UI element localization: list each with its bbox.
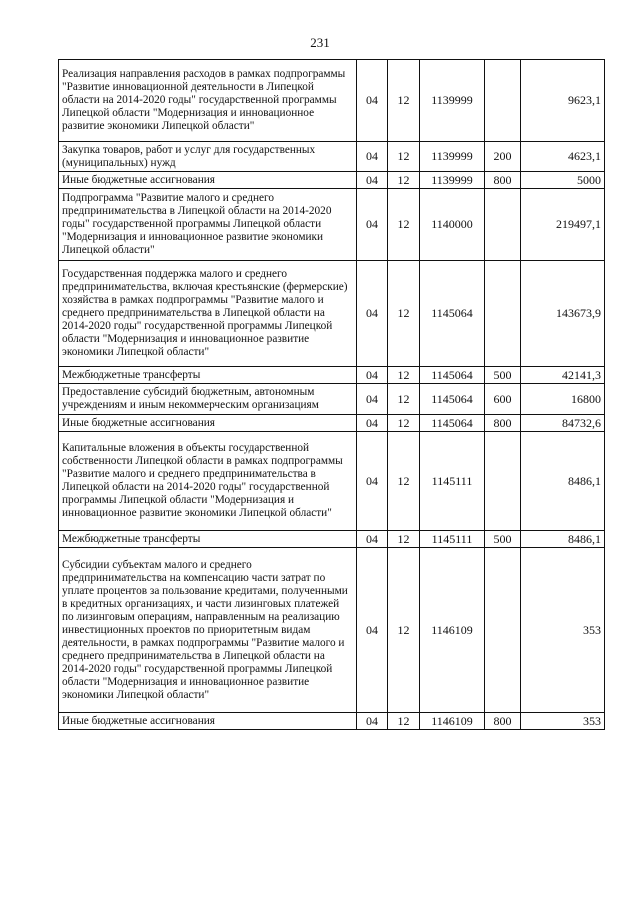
table-row <box>59 367 605 384</box>
table-row <box>59 60 605 142</box>
row-csr: 1145111 <box>420 531 485 548</box>
table-row <box>59 531 605 548</box>
table-row <box>59 415 605 432</box>
table-row <box>59 261 605 367</box>
row-csr: 1139999 <box>420 172 485 189</box>
row-sum: 16800 <box>521 384 605 415</box>
row-csr: 1145064 <box>420 384 485 415</box>
row-sum: 353 <box>521 713 605 730</box>
row-name: Межбюджетные трансферты <box>59 531 357 548</box>
row-rz: 04 <box>357 548 388 713</box>
row-sum: 4623,1 <box>521 142 605 172</box>
row-vr: 800 <box>485 713 521 730</box>
row-sum: 143673,9 <box>521 261 605 367</box>
row-name: Закупка товаров, работ и услуг для государственных (муниципальных) нужд <box>59 142 357 172</box>
row-csr: 1139999 <box>420 60 485 142</box>
row-rz: 04 <box>357 531 388 548</box>
row-csr: 1145064 <box>420 415 485 432</box>
row-vr: 600 <box>485 384 521 415</box>
row-rz: 04 <box>357 189 388 261</box>
row-pr: 12 <box>388 142 420 172</box>
row-vr <box>485 432 521 531</box>
row-csr: 1145064 <box>420 261 485 367</box>
row-name: Иные бюджетные ассигнования <box>59 713 357 730</box>
row-pr: 12 <box>388 189 420 261</box>
row-rz: 04 <box>357 432 388 531</box>
row-vr: 800 <box>485 172 521 189</box>
row-vr: 200 <box>485 142 521 172</box>
row-rz: 04 <box>357 261 388 367</box>
row-sum: 353 <box>521 548 605 713</box>
row-rz: 04 <box>357 142 388 172</box>
row-csr: 1140000 <box>420 189 485 261</box>
row-name: Капитальные вложения в объекты государственной собственности Липецкой области в рамках подпрограммы "Развитие малого и среднего предпринимательства в Липецкой области на 2014-2020 годы" государственной программы Липецкой области "Модернизация и инновационное развитие экономики Липецкой области" <box>59 432 357 531</box>
row-csr: 1139999 <box>420 142 485 172</box>
row-csr: 1146109 <box>420 548 485 713</box>
budget-table <box>58 59 605 730</box>
row-pr: 12 <box>388 261 420 367</box>
row-vr: 500 <box>485 367 521 384</box>
table-row <box>59 172 605 189</box>
row-pr: 12 <box>388 60 420 142</box>
row-csr: 1145111 <box>420 432 485 531</box>
page-number: 231 <box>310 35 330 50</box>
table-row <box>59 189 605 261</box>
row-name: Реализация направления расходов в рамках подпрограммы "Развитие инновационной деятельности в Липецкой области на 2014-2020 годы" государственной программы Липецкой области "Модернизация и инновационное развитие экономики Липецкой области" <box>59 60 357 142</box>
row-vr: 800 <box>485 415 521 432</box>
table-row <box>59 713 605 730</box>
row-sum: 219497,1 <box>521 189 605 261</box>
row-name: Субсидии субъектам малого и среднего предпринимательства на компенсацию части затрат по уплате процентов за пользование кредитами, полученными в кредитных организациях, и части лизинговых платежей по лизинговым операциям, направленным на реализацию инвестиционных проектов по приоритетным видам деятельности, в рамках подпрограммы "Развитие малого и среднего предпринимательства в Липецкой области на 2014-2020 годы" государственной программы Липецкой области "Модернизация и инновационное развитие экономики Липецкой области" <box>59 548 357 713</box>
row-pr: 12 <box>388 415 420 432</box>
row-pr: 12 <box>388 531 420 548</box>
row-name: Иные бюджетные ассигнования <box>59 172 357 189</box>
table-row <box>59 432 605 531</box>
row-rz: 04 <box>357 172 388 189</box>
table-row <box>59 142 605 172</box>
row-pr: 12 <box>388 713 420 730</box>
row-vr <box>485 261 521 367</box>
row-csr: 1145064 <box>420 367 485 384</box>
row-pr: 12 <box>388 367 420 384</box>
row-sum: 5000 <box>521 172 605 189</box>
row-vr <box>485 189 521 261</box>
row-rz: 04 <box>357 60 388 142</box>
row-csr: 1146109 <box>420 713 485 730</box>
row-name: Иные бюджетные ассигнования <box>59 415 357 432</box>
row-sum: 9623,1 <box>521 60 605 142</box>
table-row <box>59 548 605 713</box>
row-pr: 12 <box>388 432 420 531</box>
row-sum: 84732,6 <box>521 415 605 432</box>
row-vr <box>485 548 521 713</box>
row-sum: 8486,1 <box>521 432 605 531</box>
row-vr <box>485 60 521 142</box>
row-name: Межбюджетные трансферты <box>59 367 357 384</box>
row-name: Предоставление субсидий бюджетным, автономным учреждениям и иным некоммерческим организациям <box>59 384 357 415</box>
row-name: Подпрограмма "Развитие малого и среднего предпринимательства в Липецкой области на 2014-2020 годы" государственной программы Липецкой области "Модернизация и инновационное развитие экономики Липецкой области" <box>59 189 357 261</box>
row-pr: 12 <box>388 384 420 415</box>
row-rz: 04 <box>357 713 388 730</box>
row-rz: 04 <box>357 384 388 415</box>
row-pr: 12 <box>388 172 420 189</box>
row-rz: 04 <box>357 367 388 384</box>
row-name: Государственная поддержка малого и среднего предпринимательства, включая крестьянские (фермерские) хозяйства в рамках подпрограммы "Развитие малого и среднего предпринимательства в Липецкой области на 2014-2020 годы" государственной программы Липецкой области "Модернизация и инновационное развитие экономики Липецкой области" <box>59 261 357 367</box>
row-vr: 500 <box>485 531 521 548</box>
row-sum: 8486,1 <box>521 531 605 548</box>
row-pr: 12 <box>388 548 420 713</box>
row-rz: 04 <box>357 415 388 432</box>
row-sum: 42141,3 <box>521 367 605 384</box>
table-row <box>59 384 605 415</box>
